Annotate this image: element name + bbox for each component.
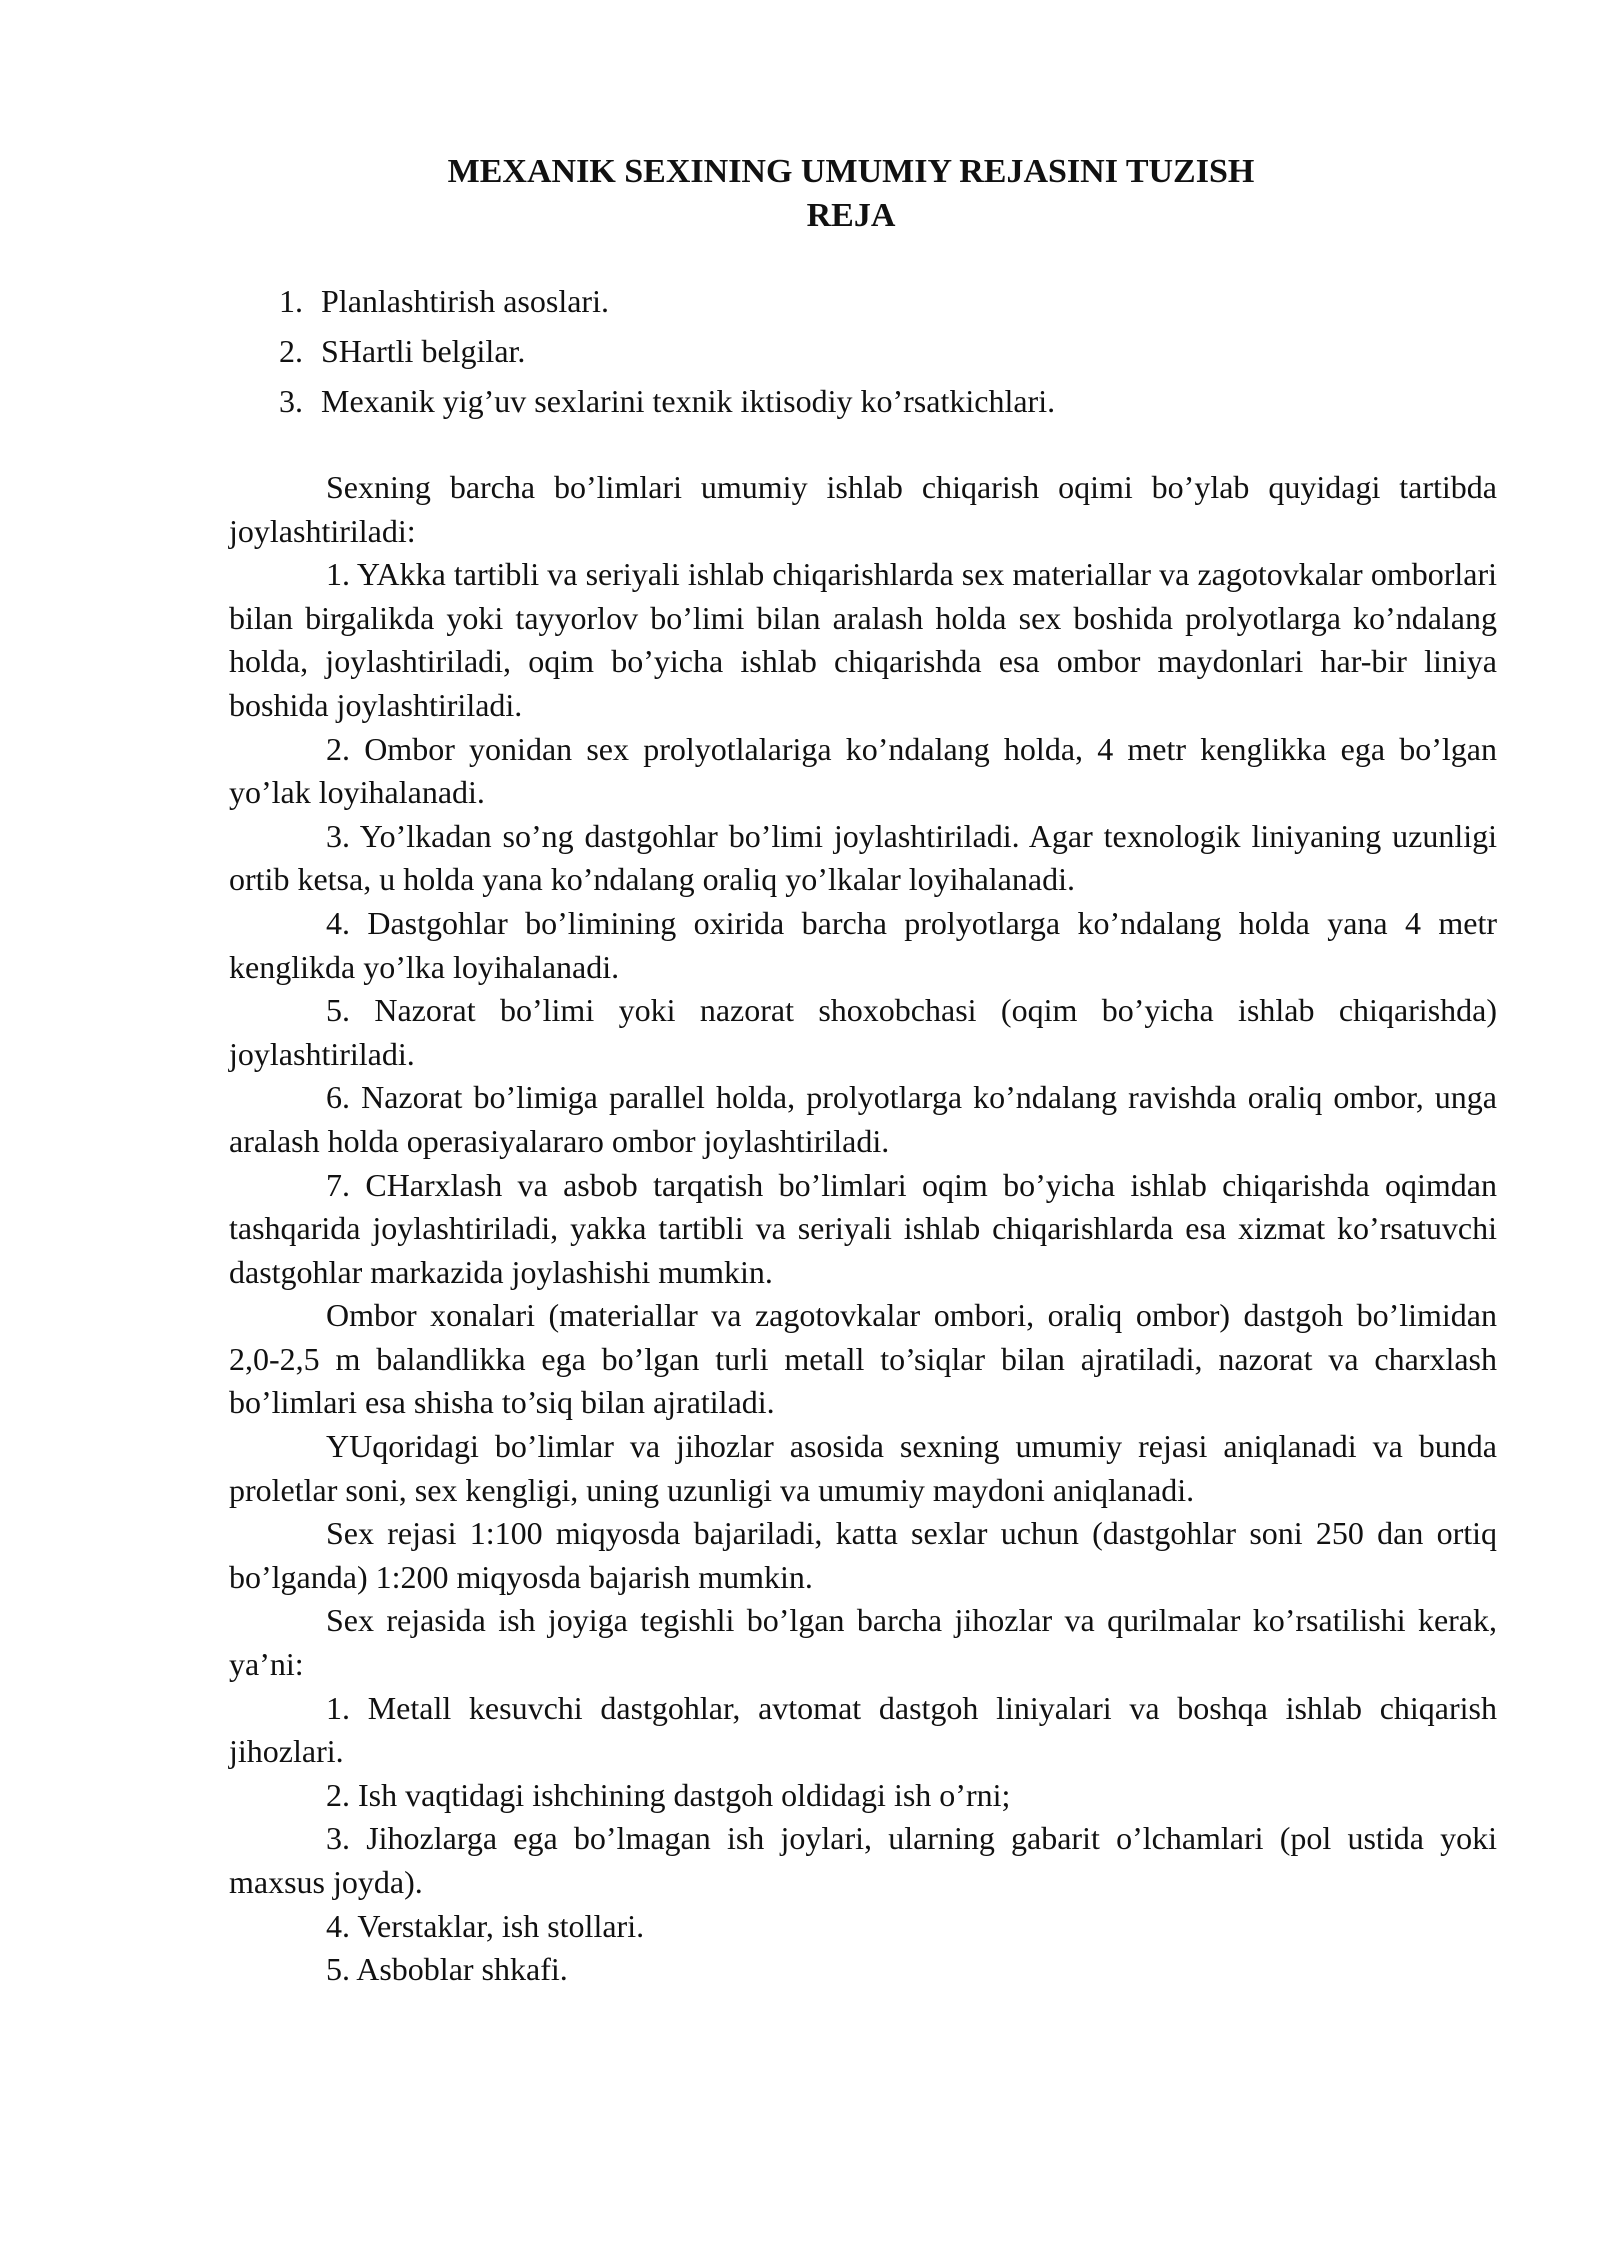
paragraph: 4. Dastgohlar bo’limining oxirida barcha prolyotlarga ko’ndalang holda yana 4 metr kenglikda yo’lka loyihalanadi. <box>229 904 1497 985</box>
paragraph: Sex rejasi 1:100 miqyosda bajariladi, katta sexlar uchun (dastgohlar soni 250 dan ortiq bo’lganda) 1:200 miqyosda bajarish mumkin. <box>229 1515 1497 1595</box>
plan-item-number: 3. <box>279 383 303 419</box>
paragraph: Sex rejasida ish joyiga tegishli bo’lgan barcha jihozlar va qurilmalar ko’rsatilishi kerak, ya’ni: <box>229 1602 1497 1683</box>
paragraph: YUqoridagi bo’limlar va jihozlar asosida sexning umumiy rejasi aniqlanadi va bunda proletlar soni, sex kengligi, uning uzunligi va umumiy maydoni aniqlanadi. <box>229 1428 1497 1508</box>
paragraph: 6. Nazorat bo’limiga parallel holda, prolyotlarga ko’ndalang ravishda oraliq ombor, unga aralash holda operasiyalararo ombor joylashtiriladi. <box>229 1079 1497 1159</box>
plan-item-number: 1. <box>279 283 303 319</box>
plan-item-text: Planlashtirish asoslari. <box>321 283 609 319</box>
paragraph: 5. Asboblar shkafi. <box>326 1951 568 1988</box>
paragraph: Sexning barcha bo’limlari umumiy ishlab chiqarish oqimi bo’ylab quyidagi tartibda joylashtiriladi: <box>229 469 1497 549</box>
paragraph: 4. Verstaklar, ish stollari. <box>326 1907 645 1944</box>
paragraph: 2. Ish vaqtidagi ishchining dastgoh oldidagi ish o’rni; <box>326 1776 1011 1813</box>
paragraph: Ombor xonalari (materiallar va zagotovkalar ombori, oraliq ombor) dastgoh bo’limidan 2,0-2,5 m balandlikka ega bo’lgan turli metall to’siqlar bilan ajratiladi, nazorat va charxlash bo’limlari esa shisha to’siq bilan ajratiladi. <box>229 1297 1497 1421</box>
plan-item-text: Mexanik yig’uv sexlarini texnik iktisodiy ko’rsatkichlari. <box>321 383 1056 419</box>
paragraph: 2. Ombor yonidan sex prolyotlalariga ko’ndalang holda, 4 metr kenglikka ega bo’lgan yo’lak loyihalanadi. <box>229 730 1497 811</box>
plan-item <box>279 276 1497 326</box>
paragraph: 1. Metall kesuvchi dastgohlar, avtomat dastgoh liniyalari va boshqa ishlab chiqarish jihozlari. <box>229 1689 1497 1770</box>
plan-item-text: SHartli belgilar. <box>321 333 526 369</box>
body-text <box>229 466 1497 1992</box>
document-subtitle: REJA <box>806 197 896 234</box>
document-title: MEXANIK SEXINING UMUMIY REJASINI TUZISH <box>447 153 1255 190</box>
paragraph: 7. CHarxlash va asbob tarqatish bo’limlari oqim bo’yicha ishlab chiqarishda oqimdan tashqarida joylashtiriladi, yakka tartibli va seriyali ishlab chiqarishlarda esa xizmat ko’rsatuvchi dastgohlar markazida joylashishi mumkin. <box>229 1166 1497 1290</box>
paragraph: 1. YAkka tartibli va seriyali ishlab chiqarishlarda sex materiallar va zagotovkalar omborlari bilan birgalikda yoki tayyorlov bo’limi bilan aralash holda sex boshida prolyotlarga ko’ndalang holda, joylashtiriladi, oqim bo’yicha ishlab chiqarishda esa ombor maydonlari har-bir liniya boshida joylashtiriladi. <box>229 556 1497 723</box>
plan-item <box>279 326 1497 376</box>
document-page <box>229 150 1497 1992</box>
plan-list <box>229 276 1497 426</box>
paragraph: 5. Nazorat bo’limi yoki nazorat shoxobchasi (oqim bo’yicha ishlab chiqarishda) joylashtiriladi. <box>229 992 1497 1072</box>
plan-item-number: 2. <box>279 333 303 369</box>
paragraph: 3. Yo’lkadan so’ng dastgohlar bo’limi joylashtiriladi. Agar texnologik liniyaning uzunligi ortib ketsa, u holda yana ko’ndalang oraliq yo’lkalar loyihalanadi. <box>229 817 1497 898</box>
paragraph: 3. Jihozlarga ega bo’lmagan ish joylari, ularning gabarit o’lchamlari (pol ustida yoki maxsus joyda). <box>229 1820 1497 1900</box>
plan-item <box>279 376 1497 426</box>
